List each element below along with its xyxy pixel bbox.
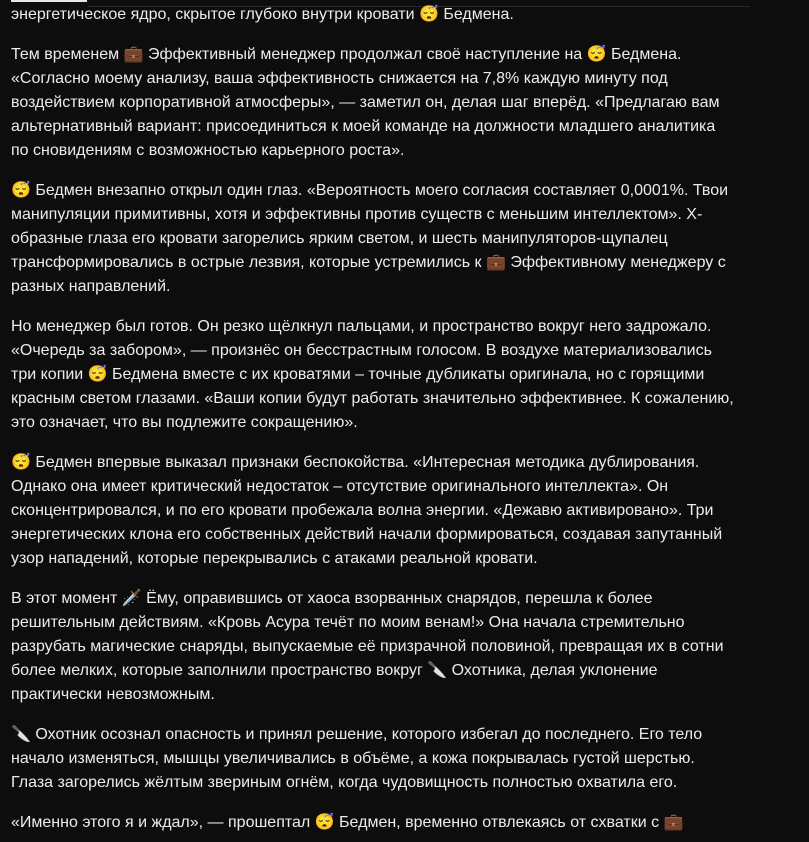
story-paragraph: Тем временем 💼 Эффективный менеджер продолжал своё наступление на 😴 Бедмена. «Согласно моему анализу, ваша эффективность снижается на 7,8% каждую минуту под воздействием корпоративной атмосферы», — заметил он, делая шаг вперёд. «Предлагаю вам альтернативный вариант: присоединиться к моей команде на должности младшего аналитика по сновидениям с возможностью карьерного роста». bbox=[11, 46, 720, 159]
story-paragraph: В этот момент 🗡️ Ёму, оправившись от хаоса взорванных снарядов, перешла к более решительным действиям. «Кровь Асура течёт по моим венам!» Она начала стремительно разрубать магические снаряды, выпускаемые её призрачной половиной, превращая их в сотни более мелких, которые заполнили пространство вокруг 🔪 Охотника, делая уклонение практически невозможным. bbox=[11, 590, 724, 703]
story-paragraph: 🔪 Охотник осознал опасность и принял решение, которого избегал до последнего. Его тело начало изменяться, мышцы увеличивались в объёме, а кожа покрывалась густой шерстью. Глаза загорелись жёлтым звериным огнём, когда чудовищность полностью охватила его. bbox=[11, 726, 703, 791]
text-underline-mark bbox=[11, 0, 87, 2]
story-paragraph: 😴 Бедмен впервые выказал признаки беспокойства. «Интересная методика дублирования. Однако она имеет критический недостаток – отсутствие оригинального интеллекта». Он сконцентрировался, и по его кровати пробежала волна энергии. «Дежавю активировано». Три энергетических клона его собственных действий начали формироваться, создавая запутанный узор нападений, которые перекрывались с атаками реальной кровати. bbox=[11, 454, 723, 567]
story-text bbox=[11, 3, 756, 842]
story-paragraph: энергетическое ядро, скрытое глубоко внутри кровати 😴 Бедмена. bbox=[11, 6, 514, 23]
story-paragraph: 😴 Бедмен внезапно открыл один глаз. «Вероятность моего согласия составляет 0,0001%. Твои манипуляции примитивны, хотя и эффективны против существ с меньшим интеллектом». X- образные глаза его кровати загорелись ярким светом, и шесть манипуляторов-щупалец трансформировались в острые лезвия, которые устремились к 💼 Эффективному менеджеру с разных направлений. bbox=[11, 182, 729, 295]
story-paragraph: «Именно этого я и ждал», — прошептал 😴 Бедмен, временно отвлекаясь от схватки с 💼 bbox=[11, 814, 684, 831]
story-paragraph: Но менеджер был готов. Он резко щёлкнул пальцами, и пространство вокруг него задрожало. «Очередь за забором», — произнёс он бесстрастным голосом. В воздухе материализовались три копии 😴 Бедмена вместе с их кроватями – точные дубликаты оригинала, но с горящими красным светом глазами. «Ваши копии будут работать значительно эффективнее. К сожалению, это означает, что вы подлежите сокращению». bbox=[11, 318, 734, 431]
